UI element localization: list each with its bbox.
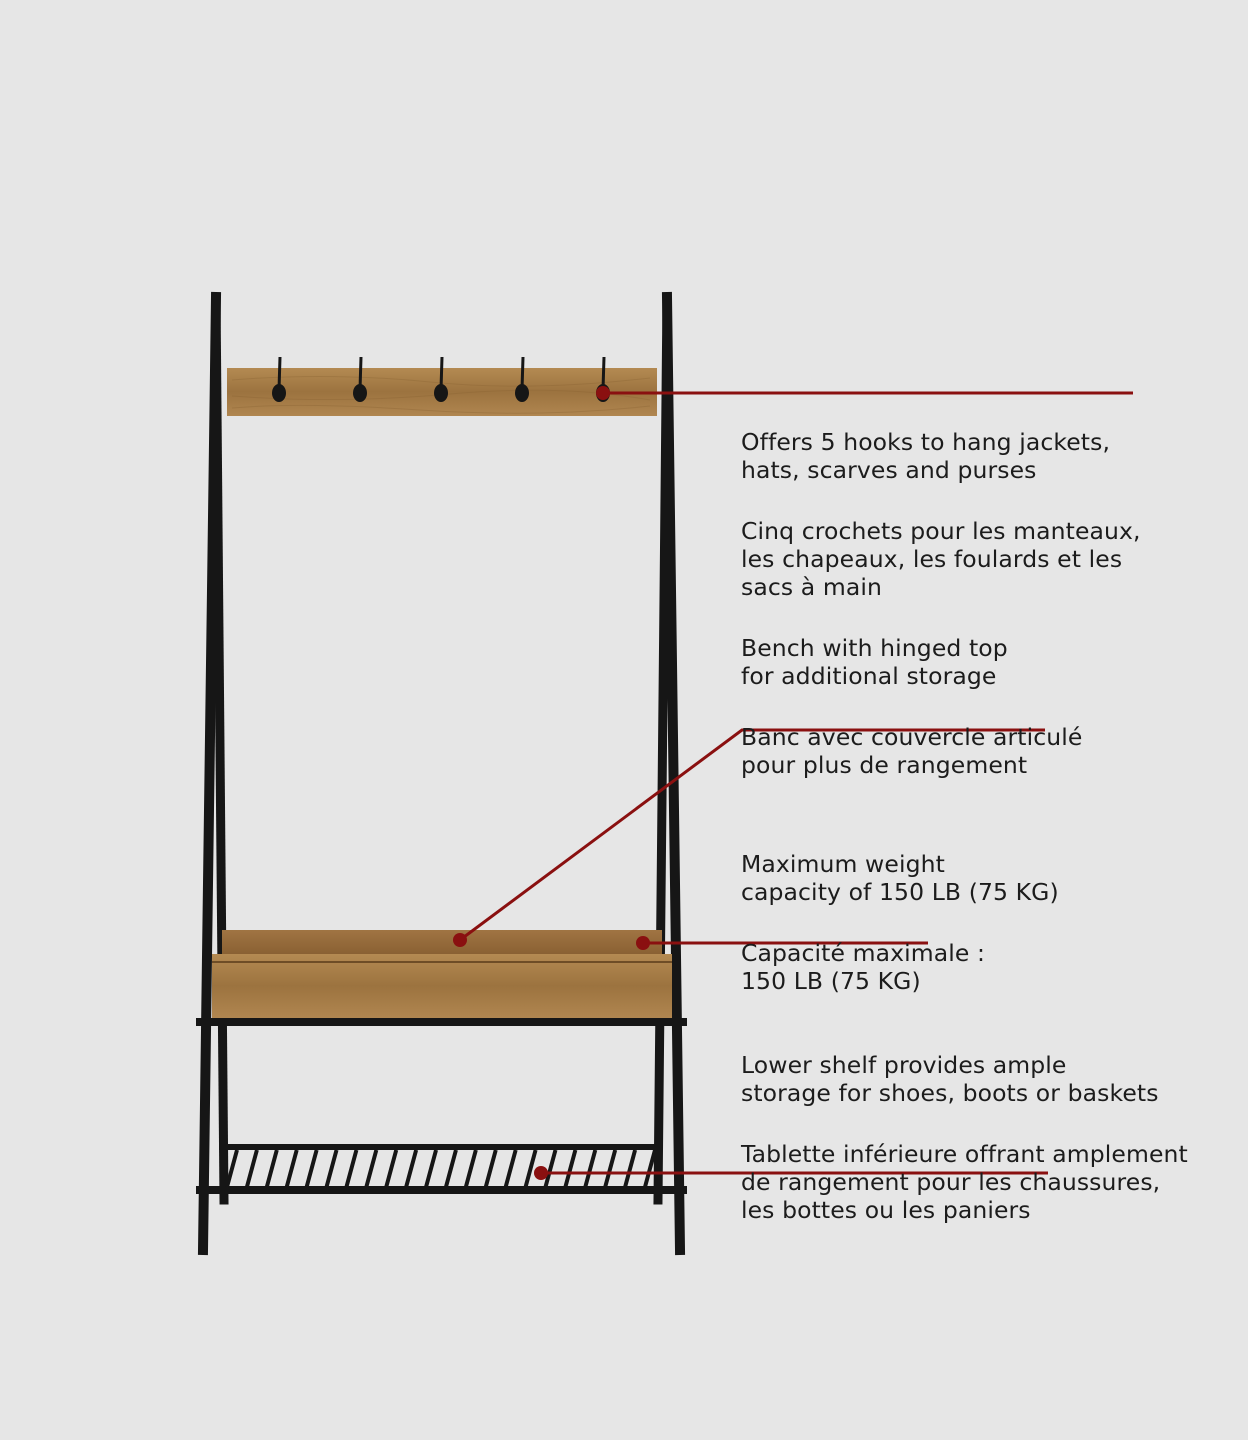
shelf-slat	[346, 1150, 356, 1187]
shelf-slat	[247, 1150, 257, 1187]
shelf-slat	[486, 1150, 496, 1187]
shelf-slat	[645, 1150, 655, 1187]
callout-dots	[453, 386, 650, 1180]
shelf-slat	[267, 1150, 277, 1187]
shelf-slat	[366, 1150, 376, 1187]
shelf-slat	[327, 1150, 337, 1187]
shelf-slat	[307, 1150, 317, 1187]
feature-bench	[741, 606, 1082, 807]
feature-capacity	[741, 822, 1059, 1023]
shelf-slat	[227, 1150, 237, 1187]
feature-bench-french: Banc avec couvercle articulé pour plus de rangement	[741, 723, 1083, 779]
shelf-slat	[466, 1150, 476, 1187]
feature-shelf-french: Tablette inférieure offrant amplement de rangement pour les chaussures, les bottes ou les paniers	[741, 1140, 1188, 1224]
shoe-shelf-slats	[227, 1150, 655, 1187]
shelf-slat	[506, 1150, 516, 1187]
feature-hooks-french: Cinq crochets pour les manteaux, les chapeaux, les foulards et les sacs à main	[741, 517, 1141, 601]
shelf-slat	[625, 1150, 635, 1187]
feature-bench-english: Bench with hinged top for additional storage	[741, 634, 1008, 690]
shelf-slat	[386, 1150, 396, 1187]
feature-hooks-english: Offers 5 hooks to hang jackets, hats, scarves and purses	[741, 428, 1111, 484]
callout-dot-capacity	[636, 936, 650, 950]
shelf-slat	[446, 1150, 456, 1187]
feature-shelf-english: Lower shelf provides ample storage for shoes, boots or baskets	[741, 1051, 1159, 1107]
feature-capacity-english: Maximum weight capacity of 150 LB (75 KG)	[741, 850, 1059, 906]
feature-capacity-french: Capacité maximale : 150 LB (75 KG)	[741, 939, 986, 995]
metal-frame	[200, 297, 683, 1250]
shelf-slat	[605, 1150, 615, 1187]
callout-dot-shelf	[534, 1166, 548, 1180]
bench-lid	[222, 930, 662, 954]
feature-hooks	[741, 400, 1141, 629]
bench-box	[212, 954, 672, 1018]
shelf-slat	[426, 1150, 436, 1187]
callout-dot-bench	[453, 933, 467, 947]
callout-dot-hooks	[596, 386, 610, 400]
feature-shelf	[741, 1023, 1188, 1252]
shelf-slat	[545, 1150, 555, 1187]
shelf-slat	[406, 1150, 416, 1187]
shelf-slat	[287, 1150, 297, 1187]
frame-left-back-leg	[216, 297, 224, 1200]
shelf-slat	[585, 1150, 595, 1187]
frame-right-back-leg	[658, 297, 667, 1200]
shelf-slat	[565, 1150, 575, 1187]
shelf-slat	[526, 1150, 536, 1187]
